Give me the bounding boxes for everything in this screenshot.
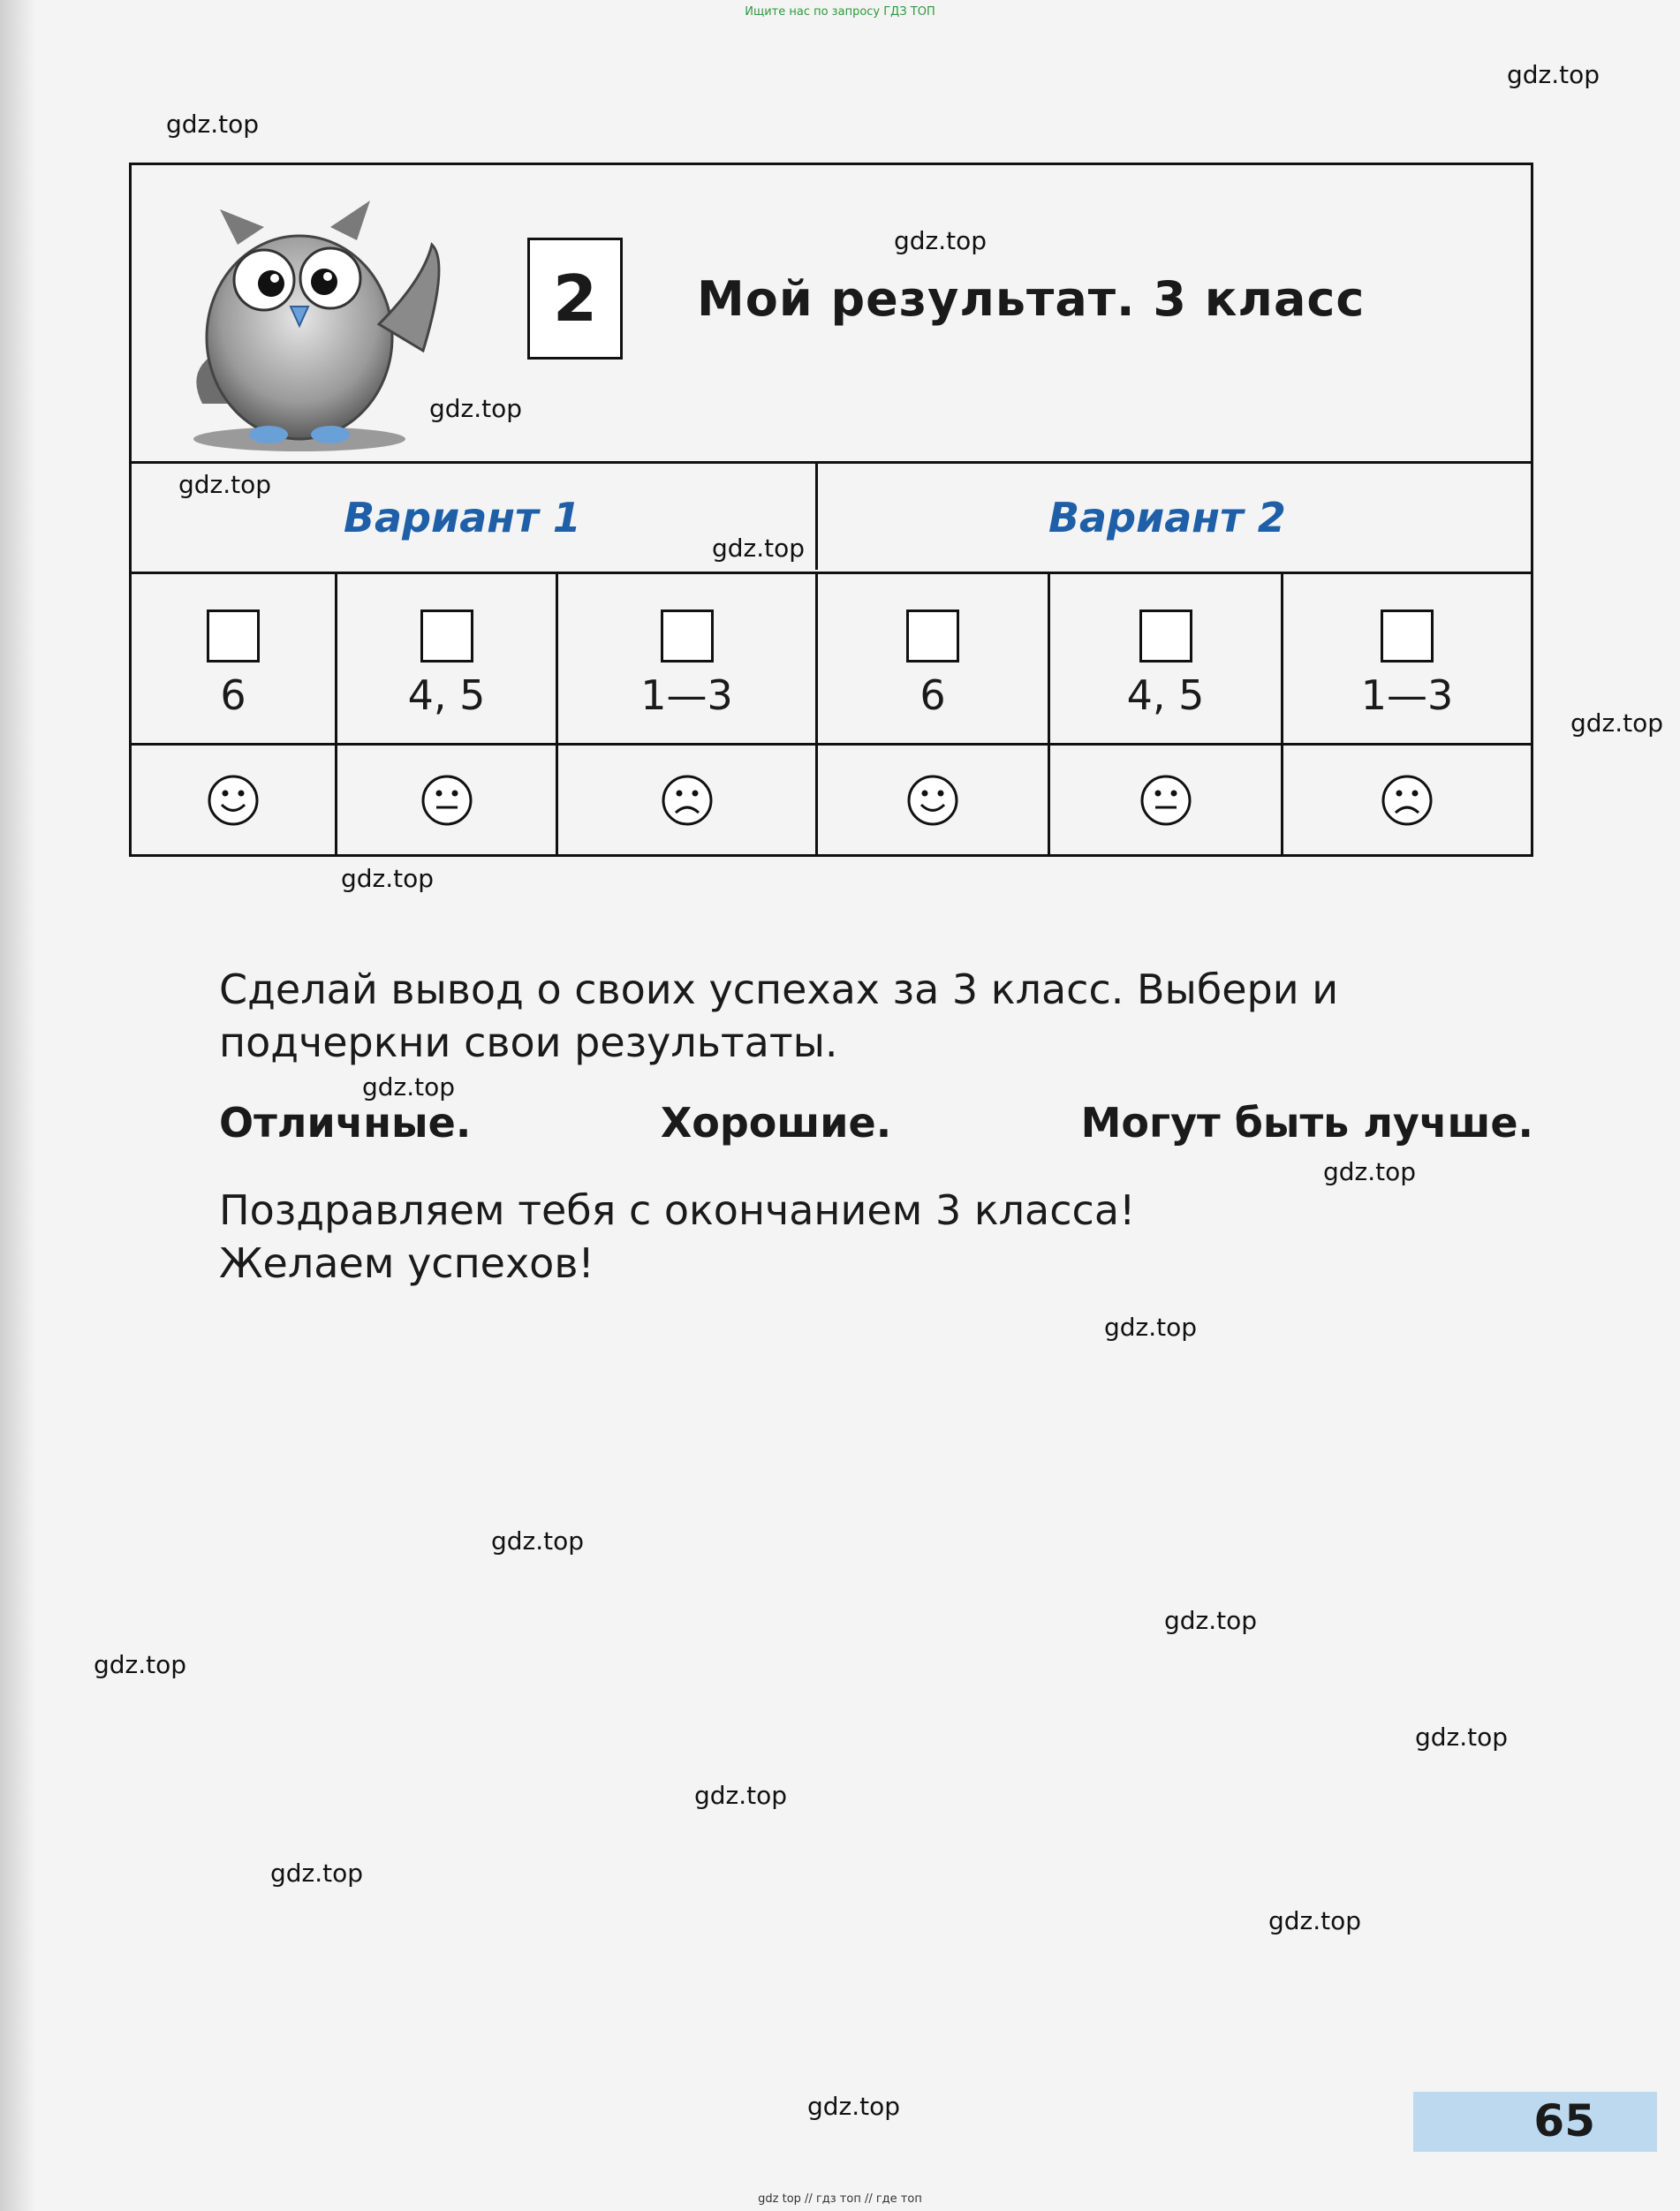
score-cell	[1283, 574, 1531, 743]
neutral-face-icon	[420, 774, 473, 827]
checkbox[interactable]	[420, 610, 473, 663]
checkbox[interactable]	[1381, 610, 1434, 663]
top-watermark[interactable]: Ищите нас по запросу ГДЗ ТОП	[745, 5, 935, 19]
instruction-line-2: подчеркни свои результаты.	[219, 1018, 838, 1066]
mood-cell	[1283, 746, 1531, 854]
congrats-line-1: Поздравляем тебя с окончанием 3 класса!	[219, 1186, 1136, 1234]
watermark: gdz.top	[694, 1781, 788, 1810]
variant-divider	[815, 464, 818, 570]
watermark: gdz.top	[1415, 1723, 1509, 1752]
table-header	[132, 165, 1531, 464]
watermark: gdz.top	[178, 470, 272, 499]
instruction-line-1	[219, 963, 1533, 1016]
sad-face-icon	[661, 774, 714, 827]
watermark: gdz.top	[341, 864, 435, 893]
mood-cell	[1050, 746, 1283, 854]
result-excellent[interactable]: Отличные.	[219, 1099, 472, 1147]
result-better[interactable]: Могут быть лучше.	[1080, 1099, 1533, 1147]
congrats-text	[219, 1184, 1135, 1290]
watermark: gdz.top	[1268, 1906, 1362, 1935]
score-label: 4, 5	[1126, 671, 1205, 719]
happy-face-icon	[906, 774, 959, 827]
watermark: gdz.top	[362, 1072, 456, 1102]
watermark: gdz.top	[1164, 1606, 1258, 1635]
sad-face-icon	[1381, 774, 1434, 827]
watermark: gdz.top	[270, 1859, 364, 1888]
mood-cell	[818, 746, 1050, 854]
score-cell	[818, 574, 1050, 743]
variant-1-label: Вариант 1	[344, 494, 581, 541]
checkbox[interactable]	[661, 610, 714, 663]
score-cell	[337, 574, 558, 743]
page-number: 65	[1533, 2095, 1595, 2147]
watermark: gdz.top	[1323, 1157, 1417, 1186]
page-number-tab	[1413, 2092, 1657, 2152]
happy-face-icon	[207, 774, 260, 827]
score-label: 4, 5	[407, 671, 486, 719]
bottom-watermark[interactable]: gdz top // гдз топ // где топ	[758, 2192, 922, 2206]
watermark: gdz.top	[429, 394, 523, 423]
instruction-line-1-text: Сделай вывод о своих успехах за 3 класс. Выбери и	[219, 965, 1339, 1013]
watermark: gdz.top	[1104, 1313, 1198, 1342]
score-cell	[132, 574, 337, 743]
score-label: 6	[919, 671, 946, 719]
mood-cell	[337, 746, 558, 854]
watermark: gdz.top	[1507, 60, 1601, 89]
page-title: Мой результат. 3 класс	[697, 271, 1366, 327]
score-label: 1—3	[1360, 671, 1454, 719]
watermark: gdz.top	[712, 534, 806, 563]
checkbox[interactable]	[1139, 610, 1192, 663]
score-label: 6	[220, 671, 246, 719]
watermark: gdz.top	[491, 1526, 585, 1556]
watermark: gdz.top	[894, 226, 988, 255]
page-spine	[0, 0, 35, 2211]
mood-cell	[558, 746, 818, 854]
task-number: 2	[527, 238, 623, 360]
score-cell	[1050, 574, 1283, 743]
watermark: gdz.top	[807, 2092, 901, 2121]
neutral-face-icon	[1139, 774, 1192, 827]
checkbox[interactable]	[207, 610, 260, 663]
congrats-line-2: Желаем успехов!	[219, 1239, 594, 1287]
score-row	[132, 572, 1531, 743]
watermark: gdz.top	[94, 1650, 187, 1679]
mood-row	[132, 743, 1531, 854]
watermark: gdz.top	[1570, 708, 1664, 738]
variant-2-label: Вариант 2	[1048, 494, 1286, 541]
result-good[interactable]: Хорошие.	[660, 1099, 892, 1147]
score-cell	[558, 574, 818, 743]
instruction-text	[219, 963, 1533, 1069]
results-options	[219, 1099, 1533, 1147]
mood-cell	[132, 746, 337, 854]
watermark: gdz.top	[166, 110, 260, 139]
checkbox[interactable]	[906, 610, 959, 663]
result-table	[129, 163, 1533, 857]
score-label: 1—3	[640, 671, 733, 719]
owl-icon	[167, 174, 494, 457]
